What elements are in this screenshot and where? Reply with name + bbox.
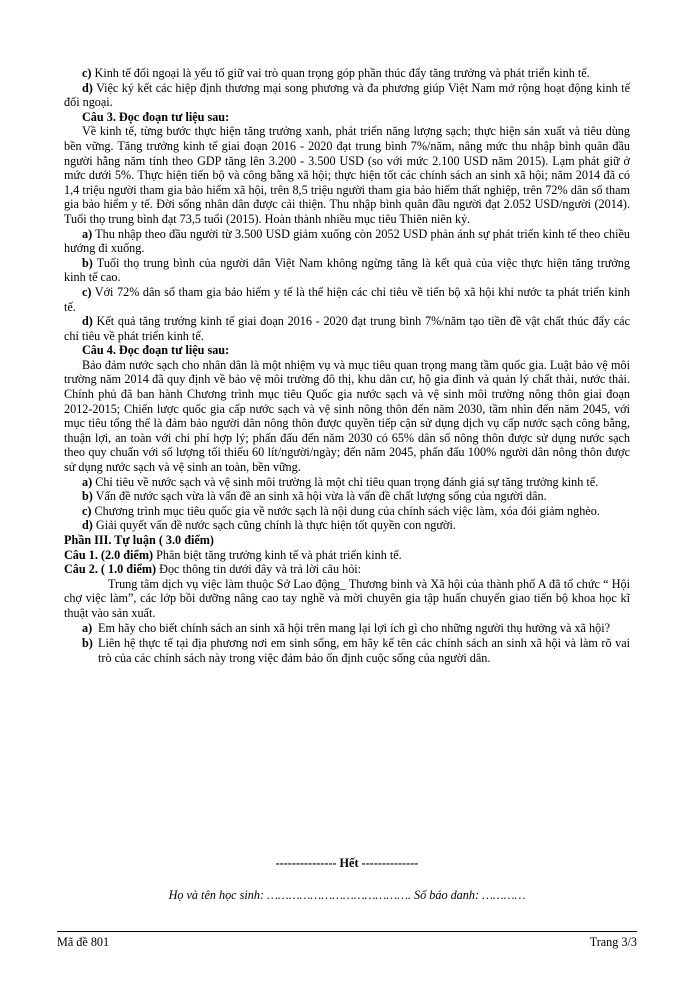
q3-item-c: c) Với 72% dân số tham gia bảo hiểm y tế là thể hiện các chỉ tiêu về tiến bộ xã hội khi nước ta phát triển kinh tế. (64, 284, 630, 314)
part3-q1: Câu 1. (2.0 điểm) Phân biệt tăng trưởng kinh tế và phát triển kinh tế. (64, 547, 402, 562)
q2-item-c: c) Kinh tế đối ngoại là yếu tố giữ vai trò quan trọng góp phần thúc đẩy tăng trưởng và phát triển kinh tế. (82, 66, 590, 80)
q3-item-d: d) Kết quả tăng trưởng kinh tế giai đoạn 2016 - 2020 đạt trung bình 7%/năm tạo tiền đề vật chất thúc đẩy các chỉ tiêu về phát triển kinh tế. (64, 314, 630, 343)
part3-title: Phần III. Tự luận ( 3.0 điểm) (64, 533, 214, 547)
exam-page-content (64, 66, 630, 666)
q4-item-a: a) Chỉ tiêu về nước sạch và vệ sinh môi trường là một chỉ tiêu quan trọng đánh giá sự tăng trưởng kinh tế. (82, 474, 599, 489)
exam-code: Mã đề 801 (57, 935, 110, 949)
page-number: Trang 3/3 (589, 935, 637, 949)
part3-q2-item-b: b) Liên hệ thực tế tại địa phương nơi em sinh sống, em hãy kể tên các chính sách an sinh xã hội và làm rõ vai trò của các chính sách này trong việc đảm bảo ổn định cuộc sống của người dân. (82, 636, 630, 665)
q4-item-d: d) Giải quyết vấn đề nước sạch cũng chính là thực hiện tốt quyền con người. (82, 518, 456, 533)
part3-q2-item-a: a) Em hãy cho biết chính sách an sinh xã hội trên mang lại lợi ích gì cho những người thụ hưởng và xã hội? (82, 620, 610, 635)
q4-title: Câu 4. Đọc đoạn tư liệu sau: (82, 343, 230, 358)
q3-passage: Về kinh tế, từng bước thực hiện tăng trưởng xanh, phát triển năng lượng sạch; thực hiện sản xuất và tiêu dùng bền vững. Tăng trưởng kinh tế giai đoạn 2016 - 2020 đạt trung bình 7%/năm, nâng mức thu nhập bình quân đầu người hằng năm tính theo GDP tăng lên 3.200 - 3.500 USD (so với mức 2.100 USD năm 2015). Lạm phát giữ ở mức dưới 5%. Thực hiện tiến bộ và công bằng xã hội; thực hiện tốt các chính sách an sinh xã hội; năm 2014 đã có 1,4 triệu người tham gia bảo hiểm xã hội, trên 8,5 triệu người tham gia bảo hiểm thất nghiệp, trên 72% dân số tham gia bảo hiểm y tế. Đời sống nhân dân được cải thiện. Thu nhập bình quân đầu người đạt 2.052 USD/người (2014). Tuổi thọ trung bình đạt 73,5 tuổi (2015). Hoàn thành nhiều mục tiêu Thiên niên kỷ. (64, 124, 630, 226)
part3-q2-passage: Trung tâm dịch vụ việc làm thuộc Sở Lao động_ Thương binh và Xã hội của thành phố A đã tổ chức “ Hội chợ việc làm”, các lớp bồi dưỡng nâng cao tay nghề và mời chuyên gia tập huấn chuyển giao tiến bộ khoa học kĩ thuật vào sản xuất. (64, 576, 630, 620)
footer-divider (57, 931, 637, 932)
q3-item-a: a) Thu nhập theo đầu người từ 3.500 USD giảm xuống còn 2052 USD phản ánh sự phát triển kinh tế theo chiều hướng đi xuống. (64, 226, 630, 256)
q2-item-d: d) Việc ký kết các hiệp định thương mại song phương và đa phương giúp Việt Nam mở rộng hoạt động kinh tế đối ngoại. (64, 80, 630, 110)
part3-q2: Câu 2. ( 1.0 điểm) Đọc thông tin dưới đây và trả lời câu hỏi: (64, 562, 362, 577)
q3-item-b: b) Tuổi thọ trung bình của người dân Việt Nam không ngừng tăng là kết quả của việc thực hiện tăng trưởng kinh tế cao. (64, 255, 630, 285)
part3-q2-subquestions (64, 621, 630, 666)
q4-item-b: b) Vấn đề nước sạch vừa là vấn đề an sinh xã hội vừa là vấn đề chất lượng sống của người dân. (82, 489, 547, 504)
q4-passage: Bảo đảm nước sạch cho nhân dân là một nhiệm vụ và mục tiêu quan trọng mang tầm quốc gia. Luật bảo vệ môi trường năm 2014 đã quy định về bảo vệ môi trường đô thị, khu dân cư, hộ gia đình và quản lý chất thải, nước thải. Chính phủ đã ban hành Chương trình mục tiêu Quốc gia nước sạch và vệ sinh môi trường nông thôn giai đoạn 2012-2015; Chiến lược quốc gia cấp nước sạch và vệ sinh nông thôn đến năm 2030, tầm nhìn đến năm 2045, với mục tiêu tổng thể là đảm bảo người dân nông thôn được quyền tiếp cận sử dụng dịch vụ cấp nước sạch công bằng, thuận lợi, an toàn với chi phí hợp lý; phấn đấu đến năm 2030 có 65% dân số nông thôn được sử dụng nước sạch theo quy chuẩn với số lượng tối thiểu 60 lít/người/ngày; đến năm 2045, phấn đấu 100% người dân nông thôn được sử dụng nước sạch và vệ sinh an toàn, bền vững. (64, 357, 630, 475)
end-marker: --------------- Hết -------------- (275, 856, 419, 870)
q3-title: Câu 3. Đọc đoạn tư liệu sau: (82, 109, 230, 124)
student-sign-line: Họ và tên học sinh: …………………………………. Số báo danh: ………… (168, 888, 526, 902)
q4-item-c: c) Chương trình mục tiêu quốc gia về nước sạch là nội dung của chính sách việc làm, xóa đói giảm nghèo. (82, 503, 600, 518)
